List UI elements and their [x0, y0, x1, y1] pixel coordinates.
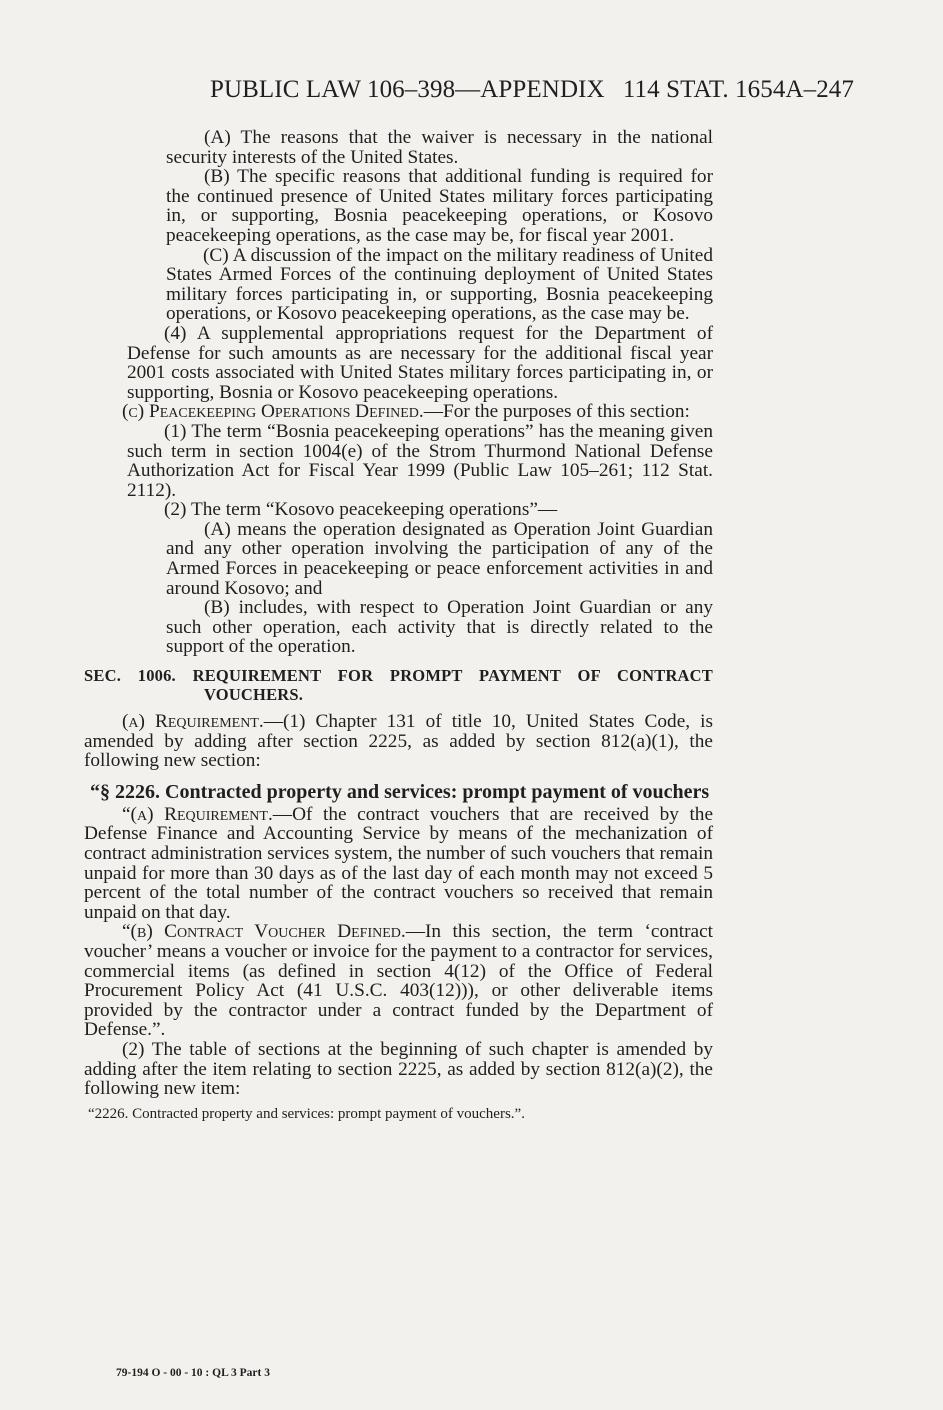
paragraph-text: (C) A discussion of the impact on the military readiness of United States Armed Forces of the continuing deployment of United States military forces participating in, or supporting, Bosnia peacekeeping operations, or Kosovo peacekeeping operations, as the case may be.	[166, 244, 713, 325]
paragraph-text: (B) includes, with respect to Operation Joint Guardian or any such other operation, each activity that is directly related to the support of the operation.	[166, 597, 713, 658]
paragraph-text: (2) The table of sections at the beginning of such chapter is amended by adding after the item relating to section 2225, as added by section 812(a)(2), the following new item:	[84, 1038, 713, 1100]
paragraph-text: (B) The specific reasons that additional funding is required for the continued presence of United States military forces participating in, or supporting, Bosnia peacekeeping operations, or Kosovo peacekeeping operations, as the case may be, for fiscal year 2001.	[166, 166, 713, 246]
paragraph	[84, 520, 713, 598]
statute-citation: 114 STAT. 1654A–247	[622, 76, 854, 103]
paragraph	[84, 422, 713, 500]
paragraph-text: —(1) Chapter 131 of title 10, United States Code, is amended by adding after section 2225, as added by section 812(a)(1), the following new section:	[84, 711, 713, 772]
page-header	[210, 76, 854, 104]
paragraph-text: —In this section, the term ‘contract voucher’ means a voucher or invoice for the payment to a contractor for services, commercial items (as defined in section 4(12) of the Office of Federal Procurement Policy Act (41 U.S.C. 403(12))), or other deliverable items provided by the contractor under a contract funded by the Department of Defense.”.	[84, 921, 713, 1041]
paragraph	[84, 500, 713, 520]
paragraph-text: —Of the contract vouchers that are received by the Defense Finance and Accounting Service by means of the mechanization of contract administration services system, the number of such vouchers that remain unpaid for more than 30 days as of the last day of each month may not exceed 5 percent of the total number of the contract vouchers so received that remain unpaid on that day.	[84, 803, 714, 923]
paragraph-text: (1) The term “Bosnia peacekeeping operations” has the meaning given such term in section 1004(e) of the Strom Thurmond National Defense Authorization Act for Fiscal Year 1999 (Public Law 105–261; 112 Stat. 2112).	[127, 420, 713, 501]
paragraph-text: (4) A supplemental appropriations request for the Department of Defense for such amounts as are necessary for the additional fiscal year 2001 costs associated with United States military forces participating in, or supporting, Bosnia or Kosovo peacekeeping operations.	[127, 322, 713, 403]
paragraph-text: “2226. Contracted property and services: prompt payment of vouchers.”.	[88, 1105, 525, 1122]
subsection-heading: (a) Requirement.	[122, 711, 264, 733]
paragraph	[84, 1040, 713, 1099]
subsection-heading: “(b) Contract Voucher Defined.	[122, 921, 406, 943]
paragraph-text: (A) means the operation designated as Operation Joint Guardian and any other operation involving the participation of any of the Armed Forces in peacekeeping or peace enforcement activities in and around Kosovo; and	[166, 518, 713, 599]
running-head-title: PUBLIC LAW 106–398—APPENDIX	[210, 76, 605, 103]
subsection-heading: “(a) Requirement.	[122, 803, 273, 825]
paragraph-text: —For the purposes of this section:	[423, 401, 690, 423]
subsection-heading: (c) Peacekeeping Operations Defined.	[122, 401, 424, 423]
paragraph	[84, 805, 713, 923]
section-heading	[84, 666, 713, 704]
document-body	[84, 128, 713, 1123]
paragraph	[84, 712, 713, 771]
paragraph-text: (A) The reasons that the waiver is necessary in the national security interests of the United States.	[166, 127, 713, 168]
paragraph-text: “§ 2226. Contracted property and services: prompt payment of vouchers	[90, 780, 710, 803]
paragraph	[84, 402, 713, 422]
paragraph	[84, 167, 713, 245]
paragraph-text: (2) The term “Kosovo peacekeeping operations”—	[164, 499, 558, 521]
paragraph-text: SEC. 1006. REQUIREMENT FOR PROMPT PAYMENT OF CONTRACT VOUCHERS.	[84, 666, 713, 705]
paragraph	[84, 922, 713, 1040]
print-code-footer: 79-194 O - 00 - 10 : QL 3 Part 3	[116, 1367, 270, 1379]
paragraph	[84, 324, 713, 402]
table-of-sections-item	[84, 1106, 713, 1123]
new-section-heading	[84, 780, 713, 803]
paragraph	[84, 246, 713, 324]
paragraph	[84, 128, 713, 167]
paragraph	[84, 598, 713, 657]
